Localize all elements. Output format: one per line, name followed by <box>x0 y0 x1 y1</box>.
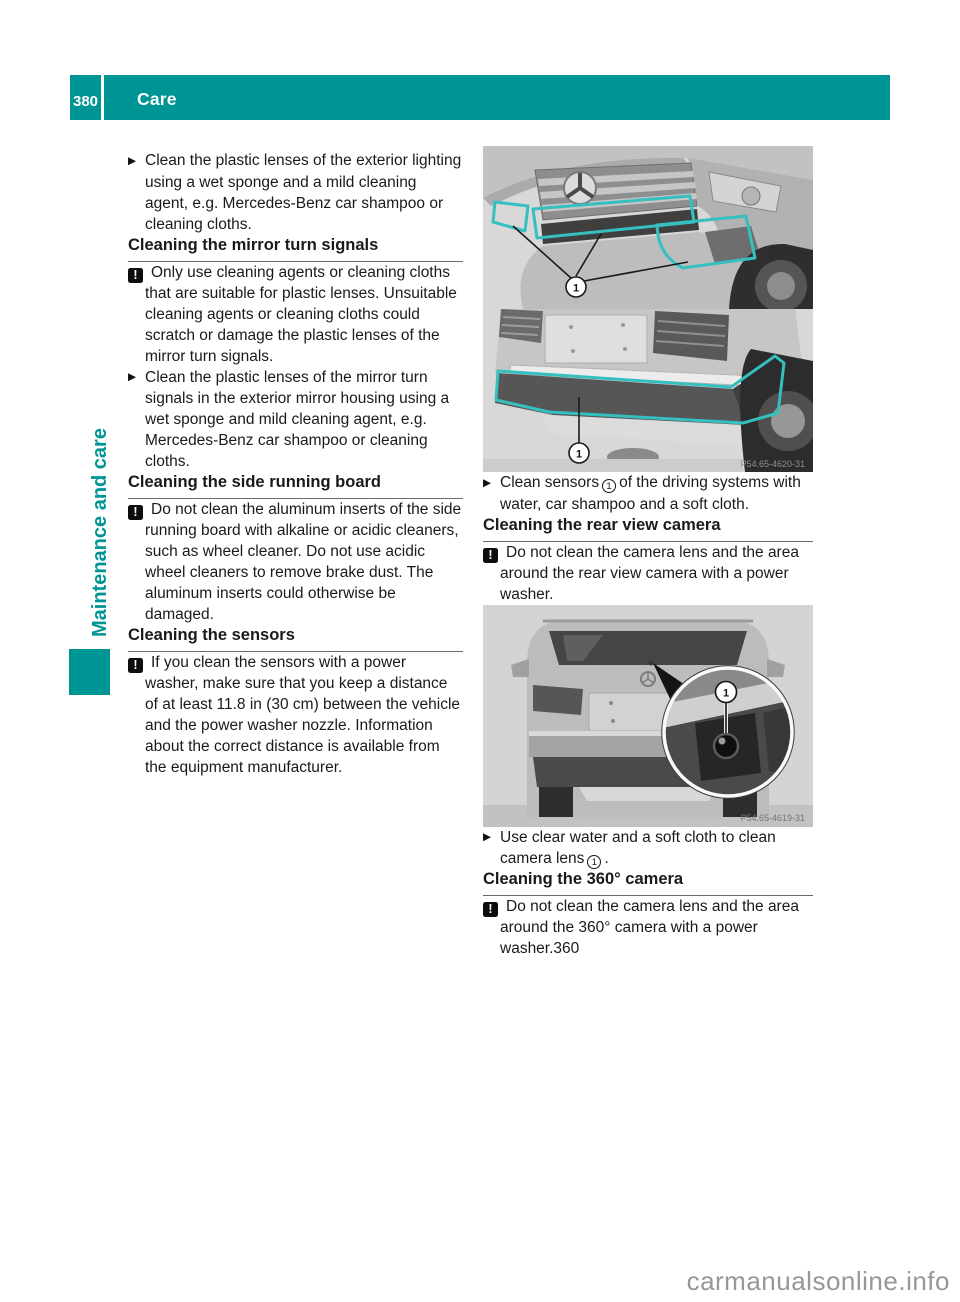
bullet-paragraph-clean-lens <box>483 827 813 870</box>
callout-1-inline-badge: 1 <box>587 855 601 869</box>
left-taillight <box>533 685 583 715</box>
bullet-paragraph-mirror-turn-signals <box>128 367 463 473</box>
section-heading-mirror-turn-signals: Cleaning the mirror turn signals <box>128 235 463 262</box>
camera-lens <box>714 734 738 758</box>
sidebar-chapter-marker <box>69 649 110 695</box>
paragraph-text: Clean the plastic lenses of the mirror turn signals in the exterior mirror housing using a wet sponge and mild cleaning agent, e.g. Mercedes-Benz car shampoo or cleaning cloths. <box>145 368 450 470</box>
callout-1-inline-badge: 1 <box>602 479 616 493</box>
warning-paragraph-rear-camera <box>483 542 813 605</box>
figure-front-bumper-sensors <box>483 146 813 309</box>
bullet-paragraph-exterior-lighting <box>128 150 463 235</box>
paragraph-text: of the driving systems with water, car shampoo and a soft cloth. <box>500 474 801 513</box>
triangle-bullet-icon: ▶ <box>128 371 137 383</box>
left-wheel <box>539 787 573 817</box>
triangle-bullet-icon: ▶ <box>483 476 492 489</box>
camera-location-dot <box>649 660 654 665</box>
front-suv-illustration <box>483 146 813 309</box>
paragraph-text: Only use cleaning agents or cleaning cloths that are suitable for plastic lenses. Unsuitable cleaning agents or cleaning cloths could scratch or damage the plastic lenses of the mirror turn signals. <box>145 263 457 365</box>
figure-rear-bumper-sensors <box>483 309 813 472</box>
warning-icon: ! <box>128 505 143 520</box>
section-heading-rear-view-camera: Cleaning the rear view camera <box>483 515 813 542</box>
bullet-paragraph-clean-sensors <box>483 472 813 515</box>
callout-1-number: 1 <box>572 282 580 295</box>
callout-1-number: 1 <box>722 687 730 699</box>
warning-paragraph-running-board <box>128 499 463 625</box>
triangle-bullet-icon: ▶ <box>483 831 492 843</box>
warning-paragraph-sensors <box>128 652 463 778</box>
callout-1-number: 1 <box>575 448 583 461</box>
paragraph-text: Use clear water and a soft cloth to clean camera lens <box>500 828 776 867</box>
paragraph-text: If you clean the sensors with a power washer, make sure that you keep a distance of at least 11.8 in (30 cm) between the vehicle and the power washer nozzle. Information about the correct distance is available from the equipment manufacturer. <box>145 654 461 776</box>
page-number-box <box>70 75 101 120</box>
warning-icon: ! <box>483 548 498 563</box>
figure-code: P54.65-4620-31 <box>740 459 805 469</box>
section-heading-sensors: Cleaning the sensors <box>128 625 463 652</box>
warning-icon: ! <box>483 902 498 917</box>
paragraph-text: Do not clean the aluminum inserts of the side running board with alkaline or acidic cleaners, such as wheel cleaner. Do not use acidic wheel cleaners to remove brake dust. The aluminum inserts could otherwise be damaged. <box>145 501 462 623</box>
paragraph-text: Clean the plastic lenses of the exterior lighting using a wet sponge and a mild cleaning agent, e.g. Mercedes-Benz car shampoo or cleaning cloths. <box>145 152 462 233</box>
chapter-header-bar <box>104 75 890 120</box>
right-column <box>483 146 813 959</box>
section-heading-360-camera: Cleaning the 360° camera <box>483 869 813 896</box>
paragraph-text: Clean sensors <box>500 474 600 491</box>
license-plate <box>545 315 647 363</box>
watermark-text: carmanualsonline.info <box>686 1266 950 1296</box>
warning-paragraph-mirror <box>128 262 463 367</box>
rear-view-camera-illustration <box>483 605 813 827</box>
paragraph-text: Do not clean the camera lens and the area around the 360° camera with a power washer.360 <box>500 898 799 957</box>
page-number: 380 <box>72 92 99 110</box>
section-heading-side-running-board: Cleaning the side running board <box>128 472 463 499</box>
warning-icon: ! <box>128 658 143 673</box>
triangle-bullet-icon: ▶ <box>128 154 137 167</box>
paragraph-text: Do not clean the camera lens and the area around the rear view camera with a power washer. <box>500 543 799 603</box>
warning-paragraph-360-camera <box>483 896 813 959</box>
left-column <box>128 150 463 778</box>
figure-rear-view-camera <box>483 605 813 827</box>
rear-bumper-illustration <box>483 309 813 472</box>
chapter-title: Care <box>137 89 177 109</box>
sidebar-chapter-label: Maintenance and care <box>89 428 111 637</box>
figure-code: P54.65-4619-31 <box>740 812 805 823</box>
paragraph-text: . <box>604 850 609 867</box>
warning-icon: ! <box>128 268 143 283</box>
